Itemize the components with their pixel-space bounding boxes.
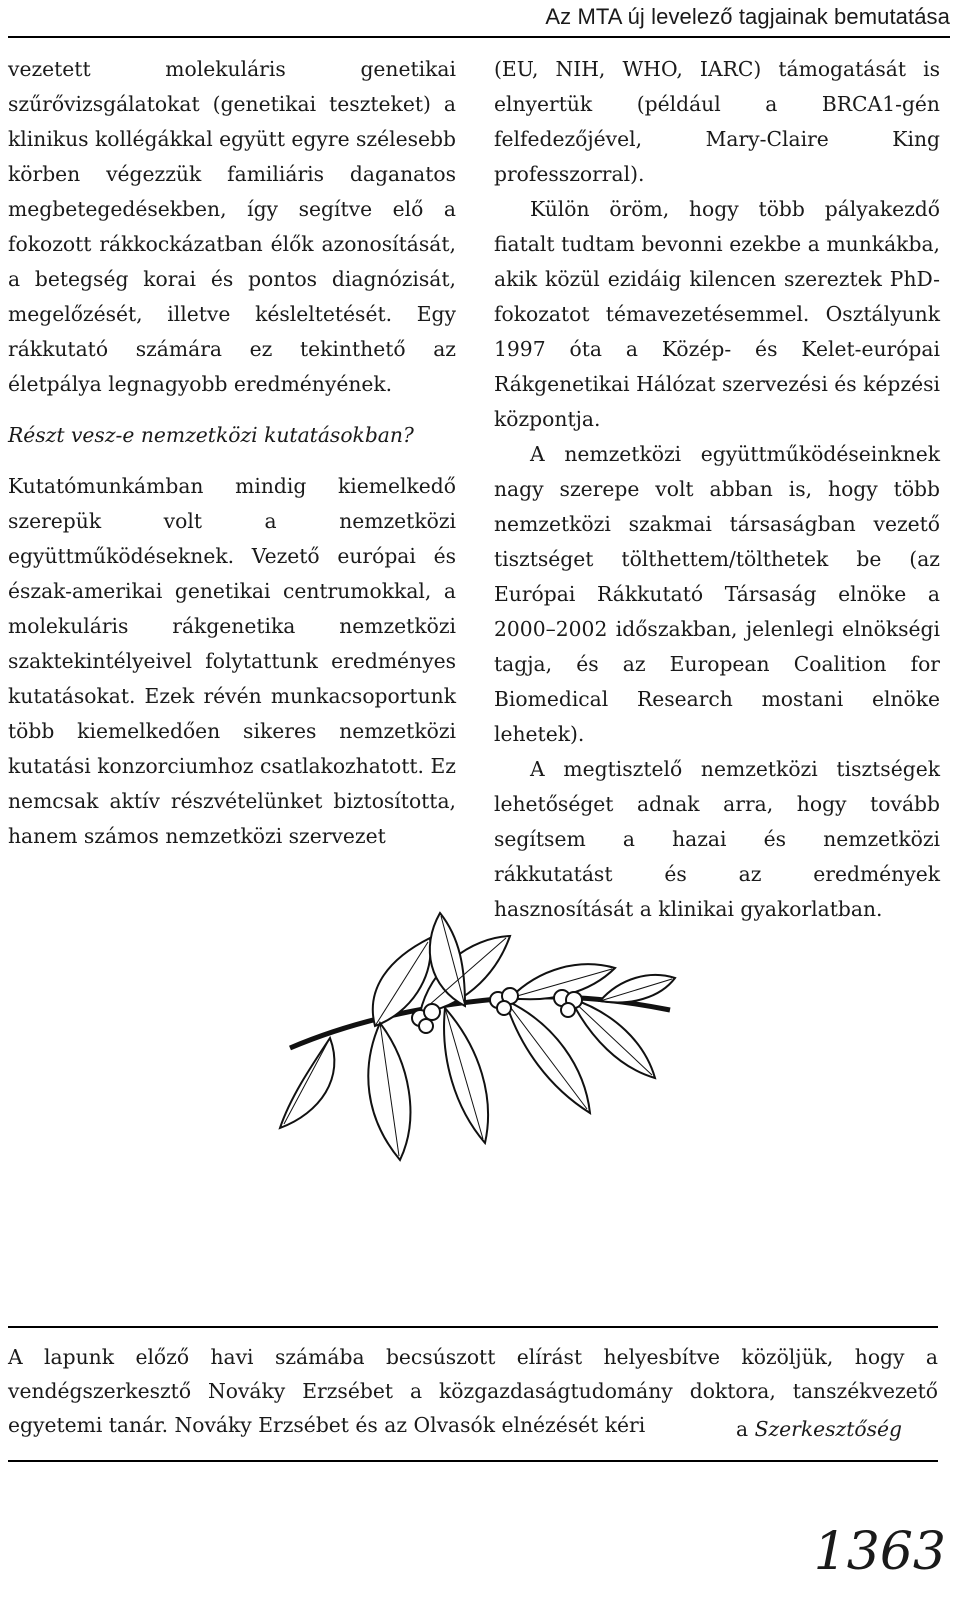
body-paragraph: Kutatómunkámban mindig kiemelkedő szerepük volt a nemzetközi együttműködéseknek. Vezető európai és észak-amerikai genetikai centrumokkal, a molekuláris rákgenetika nemzetközi szaktekintélyeivel folytattunk eredményes kutatásokat. Ezek révén munkacsoportunk több kiemelkedően sikeres nemzetközi kutatási konzorciumhoz csatlakozhatott. Ez nemcsak aktív részvételünket biztosította, hanem számos nemzetközi szervezet: [8, 474, 456, 848]
body-paragraph: vezetett molekuláris genetikai szűrővizsgálatokat (genetikai teszteket) a klinikus kollégákkal együtt egyre szélesebb körben végezzük familiáris daganatos megbetegedésekben, így segítve elő a fokozott rákkockázatban élők azonosítását, a betegség korai és pontos diagnózisát, megelőzését, illetve késleltetését. Egy rákkutató számára ez tekinthető az életpálya legnagyobb eredményének.: [8, 57, 456, 396]
right-column: [494, 52, 940, 927]
running-header: [8, 2, 950, 38]
body-paragraph: Külön öröm, hogy több pályakezdő fiatalt tudtam bevonni ezekbe a munkákba, akik közül ezidáig kilencen szereztek PhD-fokozatot témavezetésemmel. Osztályunk 1997 óta a Közép- és Kelet-európai Rákgenetikai Hálózat szervezési és képzési központja.: [494, 197, 940, 431]
body-paragraph: A megtisztelő nemzetközi tisztségek lehetőséget adnak arra, hogy tovább segítsem a hazai és nemzetközi rákkutatást és az eredmények hasznosítását a klinikai gyakorlatban.: [494, 757, 940, 921]
left-column: [8, 52, 456, 854]
correction-notice: [8, 1326, 938, 1462]
interview-question: Részt vesz-e nemzetközi kutatásokban?: [8, 423, 414, 447]
page-number: 1363: [813, 1522, 946, 1582]
running-title: Az MTA új levelező tagjainak bemutatása: [545, 4, 950, 29]
correction-text: A lapunk előző havi számába becsúszott elírást helyesbítve közöljük, hogy a vendégszerkesztő Nováky Erzsébet a közgazdaságtudomány doktora, tanszékvezető egyetemi tanár. Nováky Erzsébet és az Olvasók elnézését kéri: [8, 1345, 938, 1437]
body-paragraph: A nemzetközi együttműködéseinknek nagy szerepe volt abban is, hogy több nemzetközi szakmai társaságban vezető tisztséget tölthettem/tölthetek be (az Európai Rákkutató Társaság elnöke a 2000–2002 időszakban, jelenlegi elnökségi tagja, és az European Coalition for Biomedical Research mostani elnöke lehetek).: [494, 442, 940, 746]
correction-signature: a Szerkesztőség: [736, 1417, 902, 1441]
body-paragraph: (EU, NIH, WHO, IARC) támogatását is elnyertük (például a BRCA1-gén felfedezőjével, Mary-Claire King professzorral).: [494, 57, 940, 186]
coffee-branch-illustration: [270, 898, 680, 1178]
